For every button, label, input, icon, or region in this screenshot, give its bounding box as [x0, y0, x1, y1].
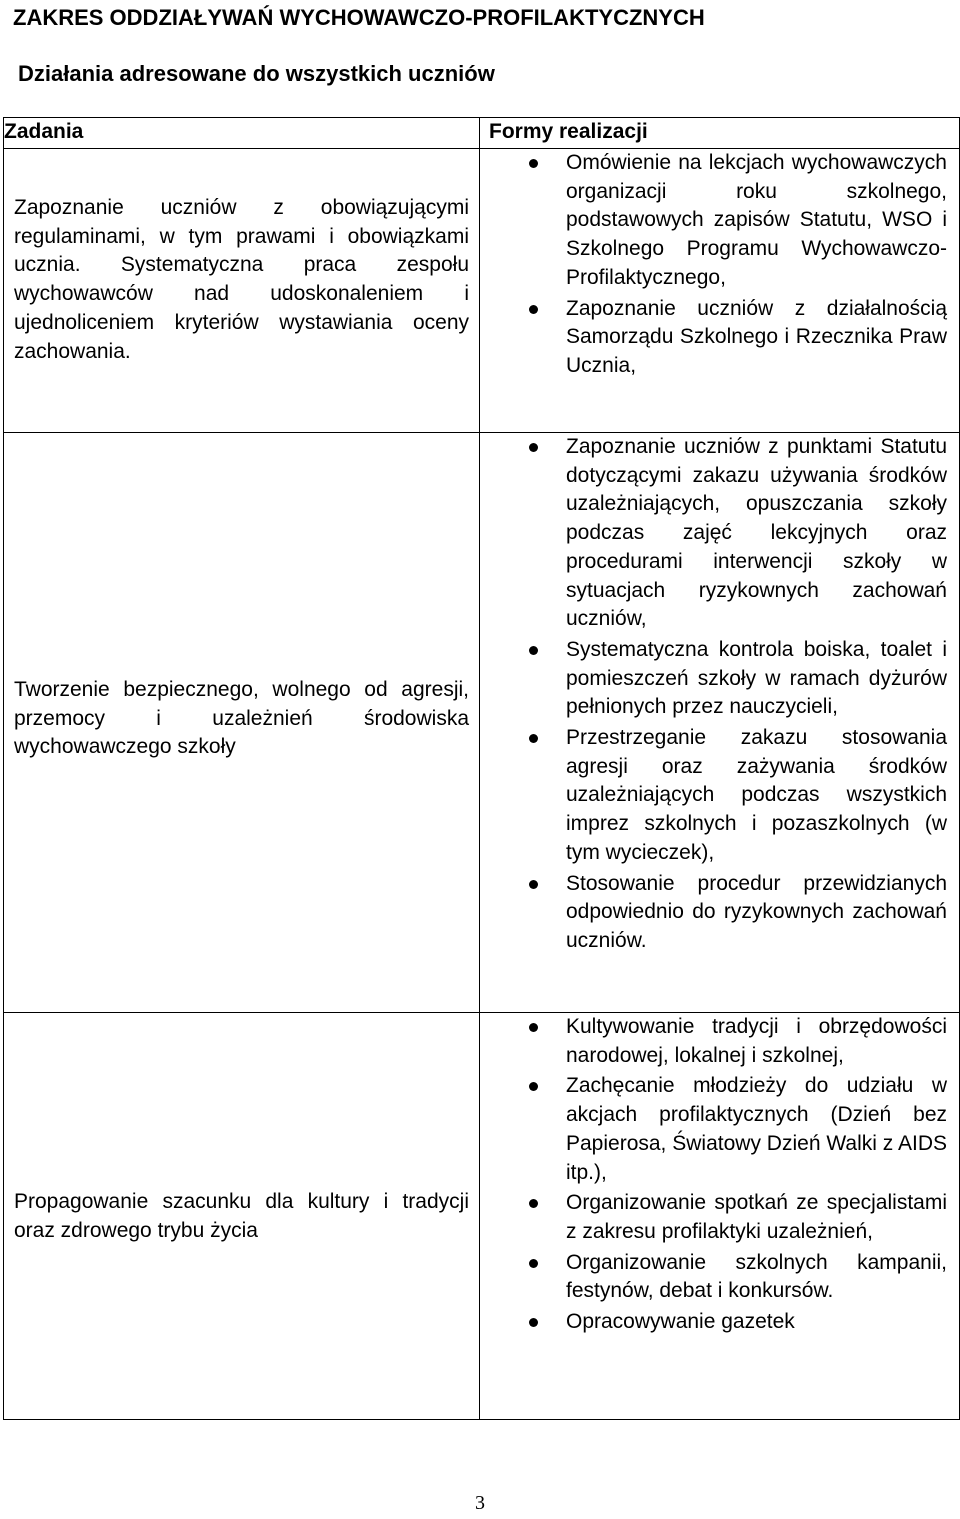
task-text: Propagowanie szacunku dla kultury i tradycji oraz zdrowego trybu życia: [14, 1190, 469, 1242]
bullet-icon: [529, 646, 538, 655]
document-title: ZAKRES ODDZIAŁYWAŃ WYCHOWAWCZO-PROFILAKTYCZNYCH: [13, 5, 705, 30]
bullet-icon: [529, 880, 538, 889]
list-item: [480, 295, 959, 381]
list-item: [480, 1072, 959, 1187]
task-cell: [4, 433, 480, 1013]
list-item: [480, 636, 959, 722]
list-item: [480, 1249, 959, 1306]
list-item: [480, 433, 959, 634]
list-item-text: Organizowanie spotkań ze specjalistami z zakresu profilaktyki uzależnień,: [566, 1191, 947, 1243]
list-item-text: Kultywowanie tradycji i obrzędowości narodowej, lokalnej i szkolnej,: [566, 1015, 947, 1067]
bullet-icon: [529, 1082, 538, 1091]
list-item-text: Organizowanie szkolnych kampanii, festynów, debat i konkursów.: [566, 1250, 947, 1303]
list-item-text: Zapoznanie uczniów z działalnością Samorządu Szkolnego i Rzecznika Praw Ucznia,: [566, 296, 947, 377]
header-forms: Formy realizacji: [480, 118, 960, 149]
bullet-icon: [529, 1259, 538, 1268]
table-row: [4, 433, 960, 1013]
bullet-icon: [529, 1199, 538, 1208]
table-row: [4, 149, 960, 433]
page-number: 3: [475, 1492, 485, 1514]
list-item-text: Przestrzeganie zakazu stosowania agresji oraz zażywania środków uzależniających podczas wszystkich imprez szkolnych i pozaszkolnych (w tym wycieczek),: [566, 726, 947, 864]
bullet-icon: [529, 443, 538, 452]
list-item-text: Opracowywanie gazetek: [566, 1310, 795, 1334]
table-header-row: [4, 118, 960, 149]
list-item: [480, 1013, 959, 1070]
forms-list: [480, 149, 959, 381]
list-item: [480, 724, 959, 868]
list-item: [480, 149, 959, 293]
list-item-text: Omówienie na lekcjach wychowawczych organizacji roku szkolnego, podstawowych zapisów Statutu, WSO i Szkolnego Programu Wychowawczo-Profilaktycznego,: [566, 151, 947, 289]
bullet-icon: [529, 1318, 538, 1327]
task-text: Tworzenie bezpiecznego, wolnego od agresji, przemocy i uzależnień środowiska wychowawczego szkoły: [14, 678, 469, 759]
bullet-icon: [529, 1023, 538, 1032]
forms-list: [480, 1013, 959, 1337]
forms-cell: [480, 433, 960, 1013]
activities-table: [3, 117, 960, 1420]
task-cell: [4, 1013, 480, 1420]
list-item: [480, 870, 959, 956]
section-subtitle: Działania adresowane do wszystkich uczniów: [18, 61, 495, 86]
bullet-icon: [529, 305, 538, 314]
list-item-text: Stosowanie procedur przewidzianych odpowiednio do ryzykownych zachowań uczniów.: [566, 871, 947, 952]
forms-list: [480, 433, 959, 956]
header-tasks: Zadania: [4, 118, 480, 149]
task-text: Zapoznanie uczniów z obowiązującymi regulaminami, w tym prawami i obowiązkami ucznia. Systematyczna praca zespołu wychowawców nad udoskonaleniem i ujednoliceniem kryteriów wystawiania oceny zachowania.: [14, 196, 469, 363]
list-item: [480, 1189, 959, 1246]
bullet-icon: [529, 734, 538, 743]
bullet-icon: [529, 159, 538, 168]
list-item: [480, 1308, 959, 1337]
list-item-text: Zapoznanie uczniów z punktami Statutu dotyczącymi zakazu używania środków uzależniających, opuszczania szkoły podczas zajęć lekcyjnych oraz procedurami interwencji szkoły w sytuacjach ryzykownych zachowań uczniów,: [566, 435, 947, 631]
forms-cell: [480, 149, 960, 433]
task-cell: [4, 149, 480, 433]
table-row: [4, 1013, 960, 1420]
forms-cell: [480, 1013, 960, 1420]
list-item-text: Zachęcanie młodzieży do udziału w akcjach profilaktycznych (Dzień bez Papierosa, Światowy Dzień Walki z AIDS itp.),: [566, 1074, 947, 1184]
list-item-text: Systematyczna kontrola boiska, toalet i pomieszczeń szkoły w ramach dyżurów pełnionych przez nauczycieli,: [566, 637, 947, 719]
